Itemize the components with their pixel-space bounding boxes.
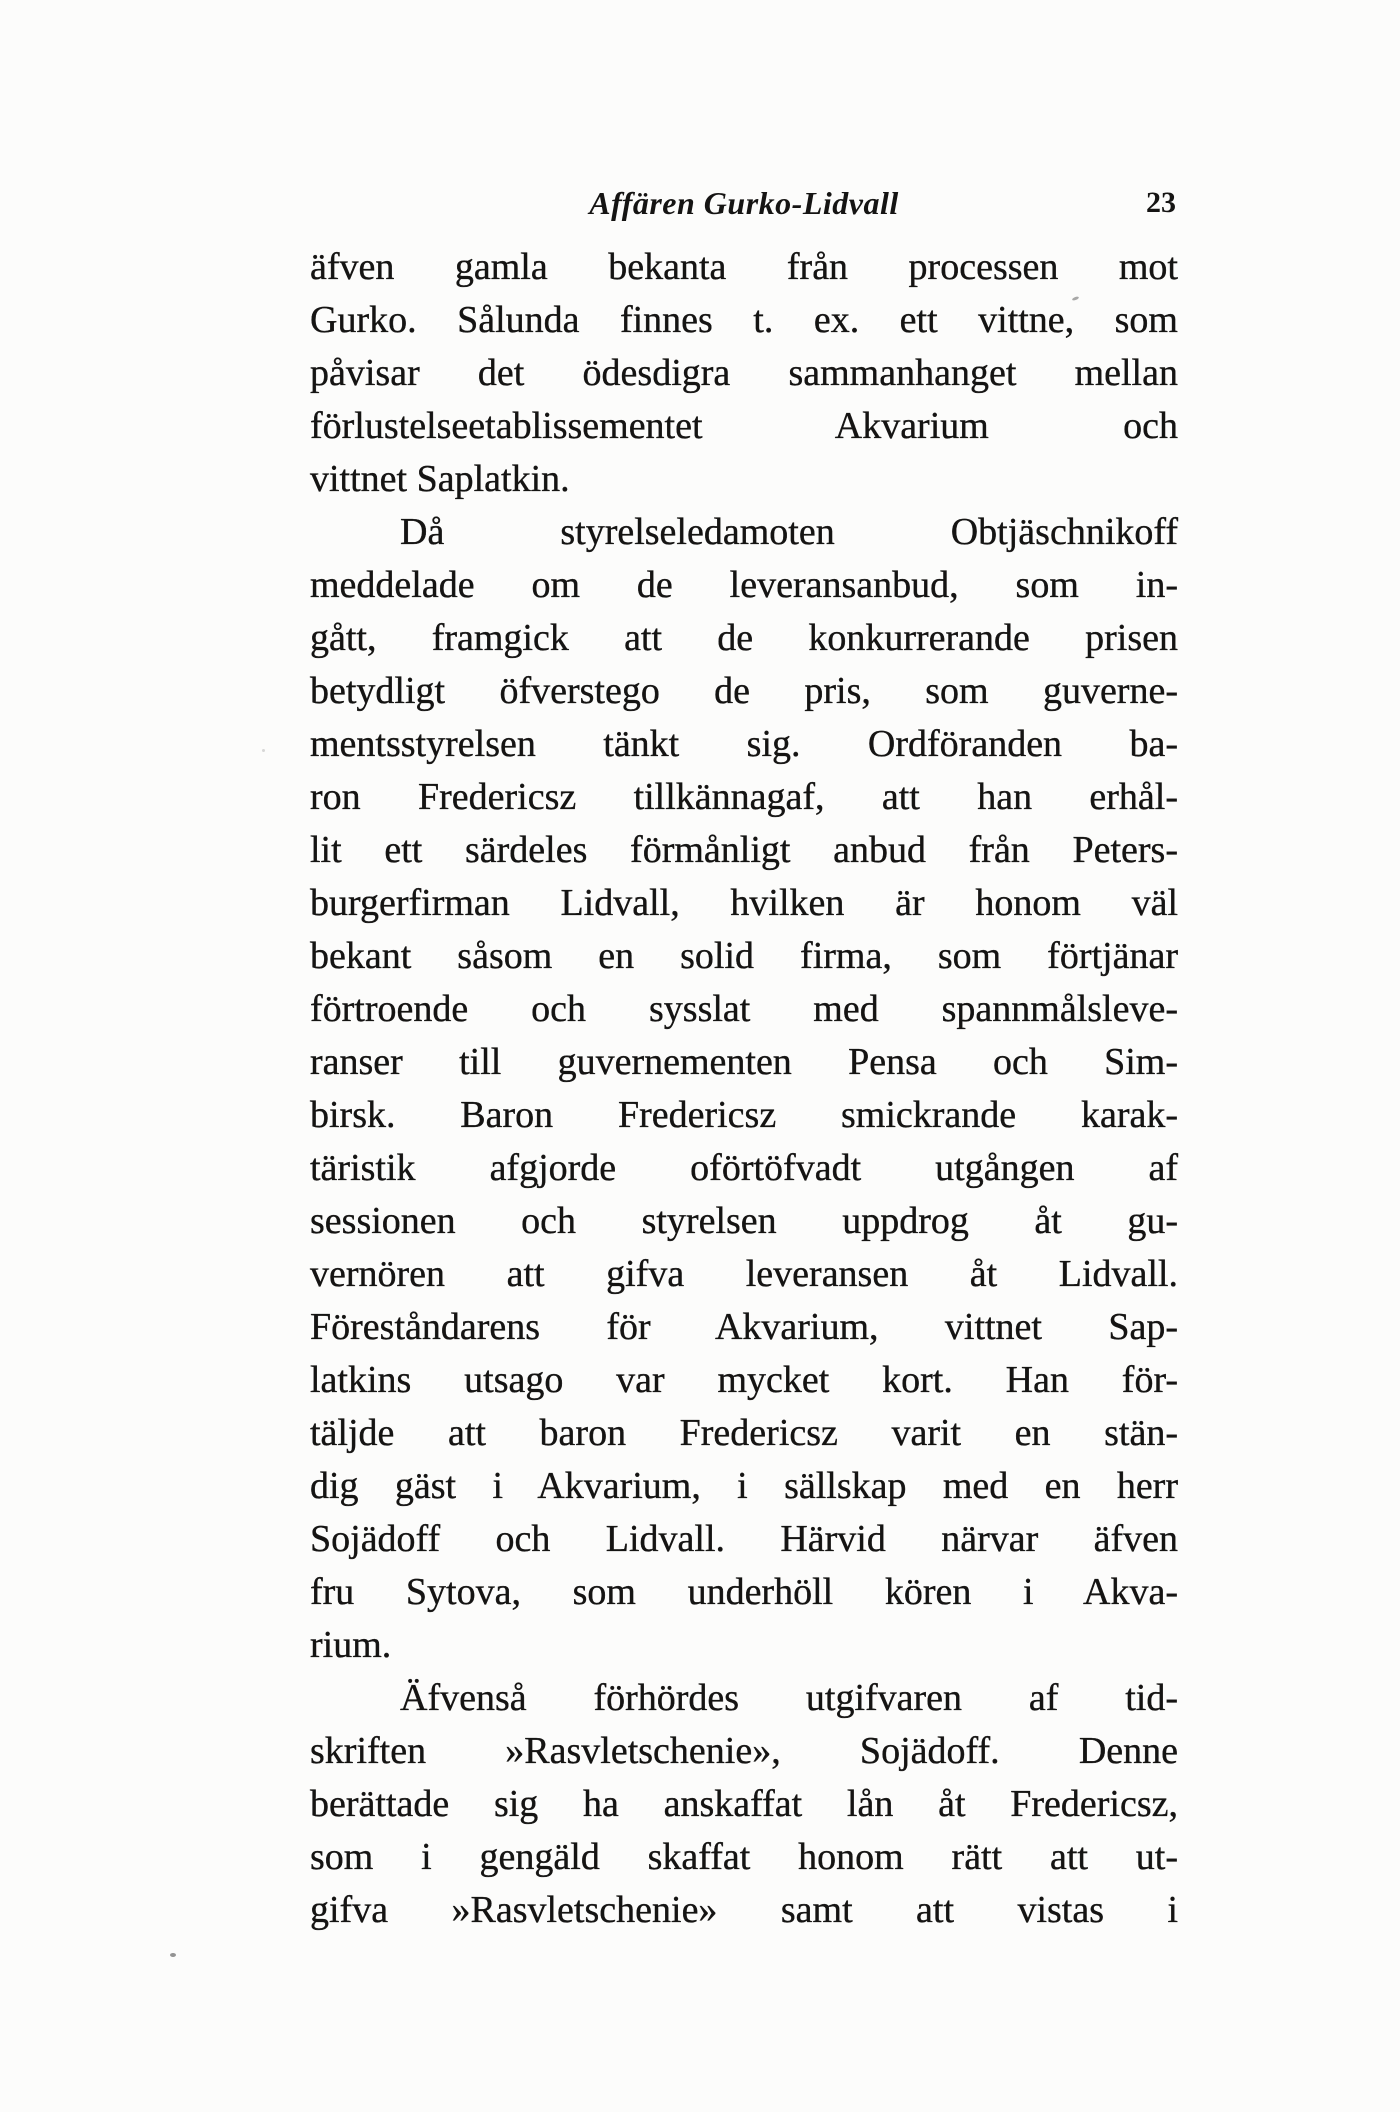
text-line: äfven gamla bekanta från processen mot: [310, 246, 1178, 288]
text-line: rium.: [310, 1624, 392, 1666]
text-line: fru Sytova, som underhöll kören i Akva-: [310, 1571, 1178, 1613]
text-line: mentsstyrelsen tänkt sig. Ordföranden ba-: [310, 723, 1178, 765]
text-line: förlustelseetablissementet Akvarium och: [310, 405, 1178, 447]
text-line: meddelade om de leveransanbud, som in-: [310, 564, 1178, 606]
text-line: Gurko. Sålunda finnes t. ex. ett vittne, som: [310, 299, 1178, 341]
text-line: täristik afgjorde oförtöfvadt utgången af: [310, 1147, 1178, 1189]
text-line: latkins utsago var mycket kort. Han för-: [310, 1359, 1178, 1401]
text-line: sessionen och styrelsen uppdrog åt gu-: [310, 1200, 1178, 1242]
text-line: påvisar det ödesdigra sammanhanget mellan: [310, 352, 1178, 394]
text-line: birsk. Baron Fredericsz smickrande karak-: [310, 1094, 1178, 1136]
text-line: skriften »Rasvletschenie», Sojädoff. Denne: [310, 1730, 1178, 1772]
text-line: dig gäst i Akvarium, i sällskap med en herr: [310, 1465, 1178, 1507]
text-line: Äfvenså förhördes utgifvaren af tid-: [400, 1677, 1178, 1719]
body-text-block: [310, 241, 1178, 1937]
scan-speck: [170, 1953, 176, 1957]
scan-speck: [262, 749, 265, 752]
text-line: lit ett särdeles förmånligt anbud från Peters-: [310, 829, 1178, 871]
page-number: 23: [1146, 186, 1176, 219]
text-line: vittnet Saplatkin.: [310, 458, 570, 500]
text-line: gifva »Rasvletschenie» samt att vistas i: [310, 1889, 1178, 1931]
text-line: ron Fredericsz tillkännagaf, att han erhål-: [310, 776, 1178, 818]
text-line: berättade sig ha anskaffat lån åt Fredericsz,: [310, 1783, 1178, 1825]
text-line: förtroende och sysslat med spannmålsleve-: [310, 988, 1178, 1030]
text-line: bekant såsom en solid firma, som förtjänar: [310, 935, 1178, 977]
text-line: betydligt öfverstego de pris, som guverne-: [310, 670, 1178, 712]
text-line: ranser till guvernementen Pensa och Sim-: [310, 1041, 1178, 1083]
text-line: Då styrelseledamoten Obtjäschnikoff: [400, 511, 1178, 553]
text-line: Sojädoff och Lidvall. Härvid närvar äfven: [310, 1518, 1178, 1560]
text-line: gått, framgick att de konkurrerande prisen: [310, 617, 1178, 659]
text-line: vernören att gifva leveransen åt Lidvall.: [310, 1253, 1178, 1295]
text-line: Föreståndarens för Akvarium, vittnet Sap-: [310, 1306, 1178, 1348]
text-line: som i gengäld skaffat honom rätt att ut-: [310, 1836, 1178, 1878]
running-head: [310, 182, 1178, 224]
text-line: täljde att baron Fredericsz varit en stän-: [310, 1412, 1178, 1454]
text-line: burgerfirman Lidvall, hvilken är honom väl: [310, 882, 1178, 924]
running-title: Affären Gurko-Lidvall: [589, 185, 899, 221]
